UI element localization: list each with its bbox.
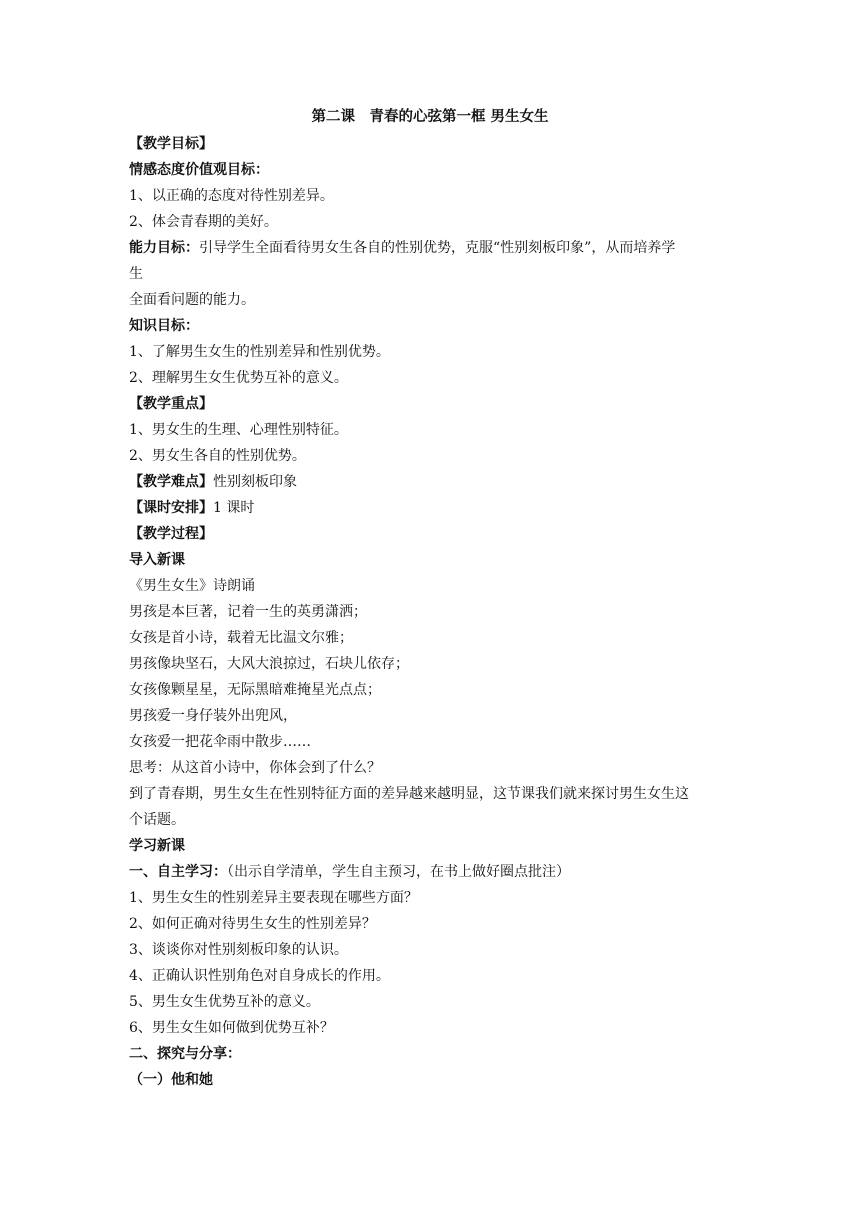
text-line: 女孩是首小诗，载着无比温文尔雅； <box>129 630 353 646</box>
line-text: 1 课时 <box>213 500 255 516</box>
text-line: 《男生女生》诗朗诵 <box>129 578 255 594</box>
text-line: 3、谈谈你对性别刻板印象的认识。 <box>129 942 348 958</box>
text-line: 2、体会青春期的美好。 <box>129 214 278 230</box>
text-line <box>129 859 739 885</box>
text-line: 2、理解男生女生优势互补的意义。 <box>129 370 348 386</box>
text-line <box>129 495 739 521</box>
text-line: 男孩像块坚石，大风大浪掠过，石块儿依存； <box>129 656 409 672</box>
line-label: 【教学难点】 <box>129 474 213 490</box>
text-line: 全面看问题的能力。 <box>129 292 255 308</box>
line-label: 【课时安排】 <box>129 500 213 516</box>
text-line: 【教学目标】 <box>129 136 213 152</box>
text-line: 【教学重点】 <box>129 396 213 412</box>
text-line <box>129 235 739 261</box>
text-line: 1、男女生的生理、心理性别特征。 <box>129 422 348 438</box>
line-label: 能力目标： <box>129 240 199 256</box>
text-line: 二、探究与分享： <box>129 1046 241 1062</box>
page-title: 第二课 青春的心弦第一框 男生女生 <box>311 109 549 125</box>
text-line: 1、男生女生的性别差异主要表现在哪些方面？ <box>129 890 418 906</box>
text-line: 知识目标： <box>129 318 199 334</box>
text-line: 导入新课 <box>129 552 185 568</box>
text-line: 到了青春期，男生女生在性别特征方面的差异越来越明显，这节课我们就来探讨男生女生这 <box>129 786 689 802</box>
text-line: 男孩是本巨著，记着一生的英勇潇洒； <box>129 604 367 620</box>
text-line: 生 <box>129 266 143 282</box>
line-text: 引导学生全面看待男女生各自的性别优势，克服“性别刻板印象”，从而培养学 <box>199 240 676 256</box>
text-line: 2、如何正确对待男生女生的性别差异？ <box>129 916 376 932</box>
text-line: 1、以正确的态度对待性别差异。 <box>129 188 334 204</box>
text-line: 女孩爱一把花伞雨中散步…… <box>129 734 311 750</box>
text-line: 思考：从这首小诗中，你体会到了什么？ <box>129 760 381 776</box>
line-text: （出示自学清单，学生自主预习，在书上做好圈点批注） <box>227 864 570 880</box>
text-line: 女孩像颗星星，无际黑暗难掩星光点点； <box>129 682 381 698</box>
document-body <box>129 131 739 1093</box>
text-line: 个话题。 <box>129 812 185 828</box>
text-line: 6、男生女生如何做到优势互补？ <box>129 1020 334 1036</box>
text-line: 5、男生女生优势互补的意义。 <box>129 994 320 1010</box>
text-line <box>129 469 739 495</box>
text-line: （一）他和她 <box>129 1072 213 1088</box>
text-line: 【教学过程】 <box>129 526 213 542</box>
text-line: 1、了解男生女生的性别差异和性别优势。 <box>129 344 390 360</box>
line-label: 一、自主学习： <box>129 864 227 880</box>
text-line: 学习新课 <box>129 838 185 854</box>
text-line: 男孩爱一身仔装外出兜风， <box>129 708 297 724</box>
line-text: 性别刻板印象 <box>213 474 297 490</box>
text-line: 2、男女生各自的性别优势。 <box>129 448 306 464</box>
text-line: 情感态度价值观目标： <box>129 162 269 178</box>
text-line: 4、正确认识性别角色对自身成长的作用。 <box>129 968 390 984</box>
